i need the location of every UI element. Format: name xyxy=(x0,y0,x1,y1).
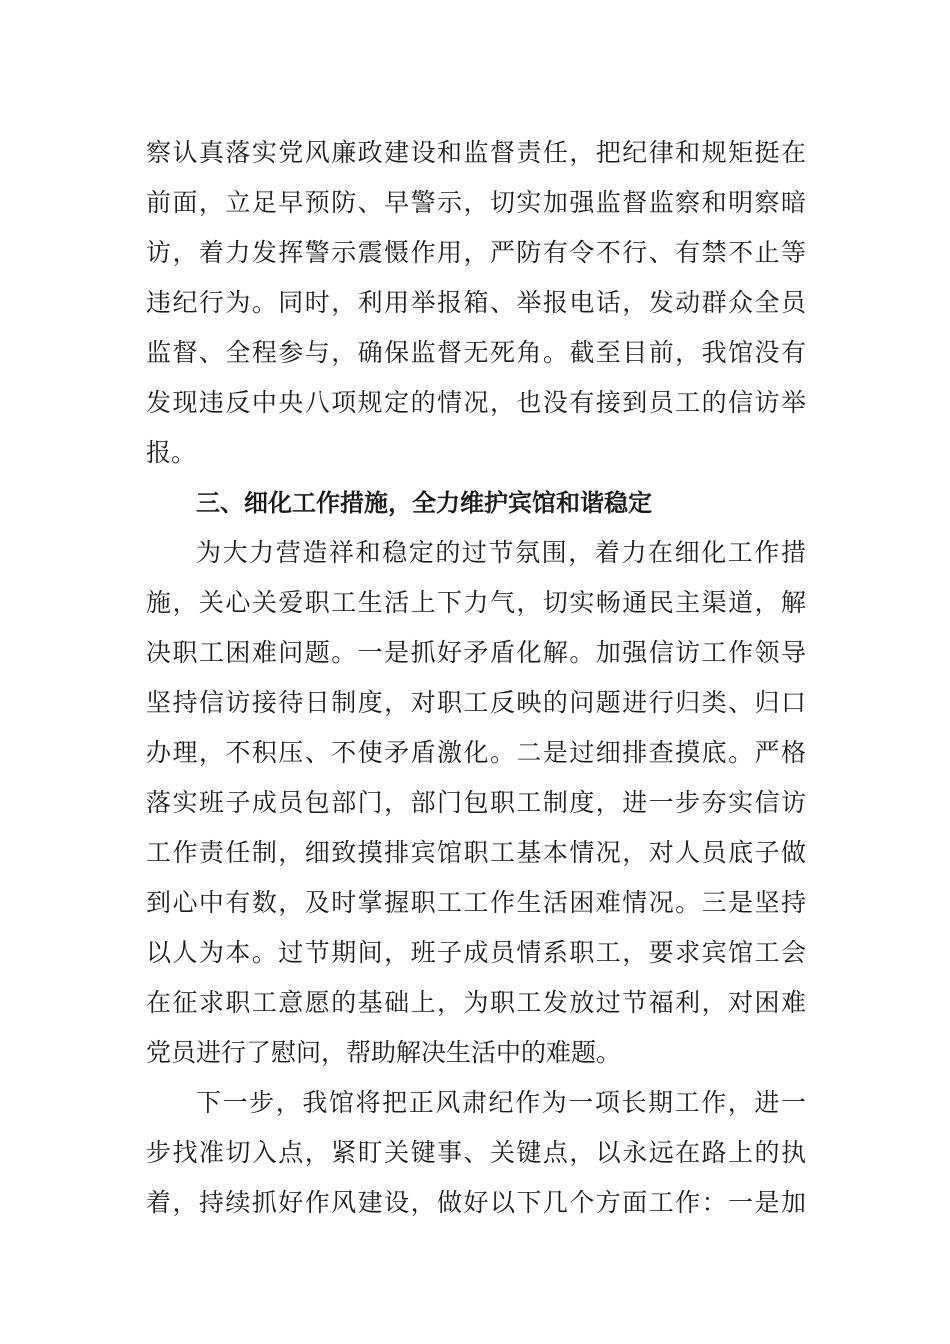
paragraph-line: 工作责任制，细致摸排宾馆职工基本情况，对人员底子做 xyxy=(146,838,806,867)
paragraph-line: 在征求职工意愿的基础上，为职工发放过节福利，对困难 xyxy=(146,988,806,1017)
paragraph-line: 坚持信访接待日制度，对职工反映的问题进行归类、归口 xyxy=(146,688,806,717)
paragraph-line: 违纪行为。同时，利用举报箱、举报电话，发动群众全员 xyxy=(146,288,806,317)
paragraph-line: 察认真落实党风廉政建设和监督责任，把纪律和规矩挺在 xyxy=(146,138,806,167)
paragraph-line: 为大力营造祥和稳定的过节氛围，着力在细化工作措 xyxy=(196,538,806,567)
paragraph-line: 步找准切入点，紧盯关键事、关键点，以永远在路上的执 xyxy=(146,1138,806,1167)
paragraph-line: 前面，立足早预防、早警示，切实加强监督监察和明察暗 xyxy=(146,188,806,217)
paragraph-line: 决职工困难问题。一是抓好矛盾化解。加强信访工作领导 xyxy=(146,638,806,667)
paragraph-line: 到心中有数，及时掌握职工工作生活困难情况。三是坚持 xyxy=(146,888,806,917)
paragraph-line: 落实班子成员包部门，部门包职工制度，进一步夯实信访 xyxy=(146,788,806,817)
paragraph-line: 报。 xyxy=(146,438,197,467)
paragraph-line: 下一步，我馆将把正风肃纪作为一项长期工作，进一 xyxy=(196,1088,806,1117)
paragraph-line: 以人为本。过节期间，班子成员情系职工，要求宾馆工会 xyxy=(146,938,806,967)
paragraph-line: 施，关心关爱职工生活上下力气，切实畅通民主渠道，解 xyxy=(146,588,806,617)
paragraph-line: 发现违反中央八项规定的情况，也没有接到员工的信访举 xyxy=(146,388,806,417)
paragraph-line: 监督、全程参与，确保监督无死角。截至目前，我馆没有 xyxy=(146,338,806,367)
paragraph-line: 党员进行了慰问，帮助解决生活中的难题。 xyxy=(146,1038,622,1067)
section-heading: 三、细化工作措施，全力维护宾馆和谐稳定 xyxy=(196,489,652,517)
paragraph-line: 着，持续抓好作风建设，做好以下几个方面工作：一是加 xyxy=(146,1188,806,1217)
paragraph-line: 办理，不积压、不使矛盾激化。二是过细排查摸底。严格 xyxy=(146,738,806,767)
paragraph-line: 访，着力发挥警示震慑作用，严防有令不行、有禁不止等 xyxy=(146,238,806,267)
